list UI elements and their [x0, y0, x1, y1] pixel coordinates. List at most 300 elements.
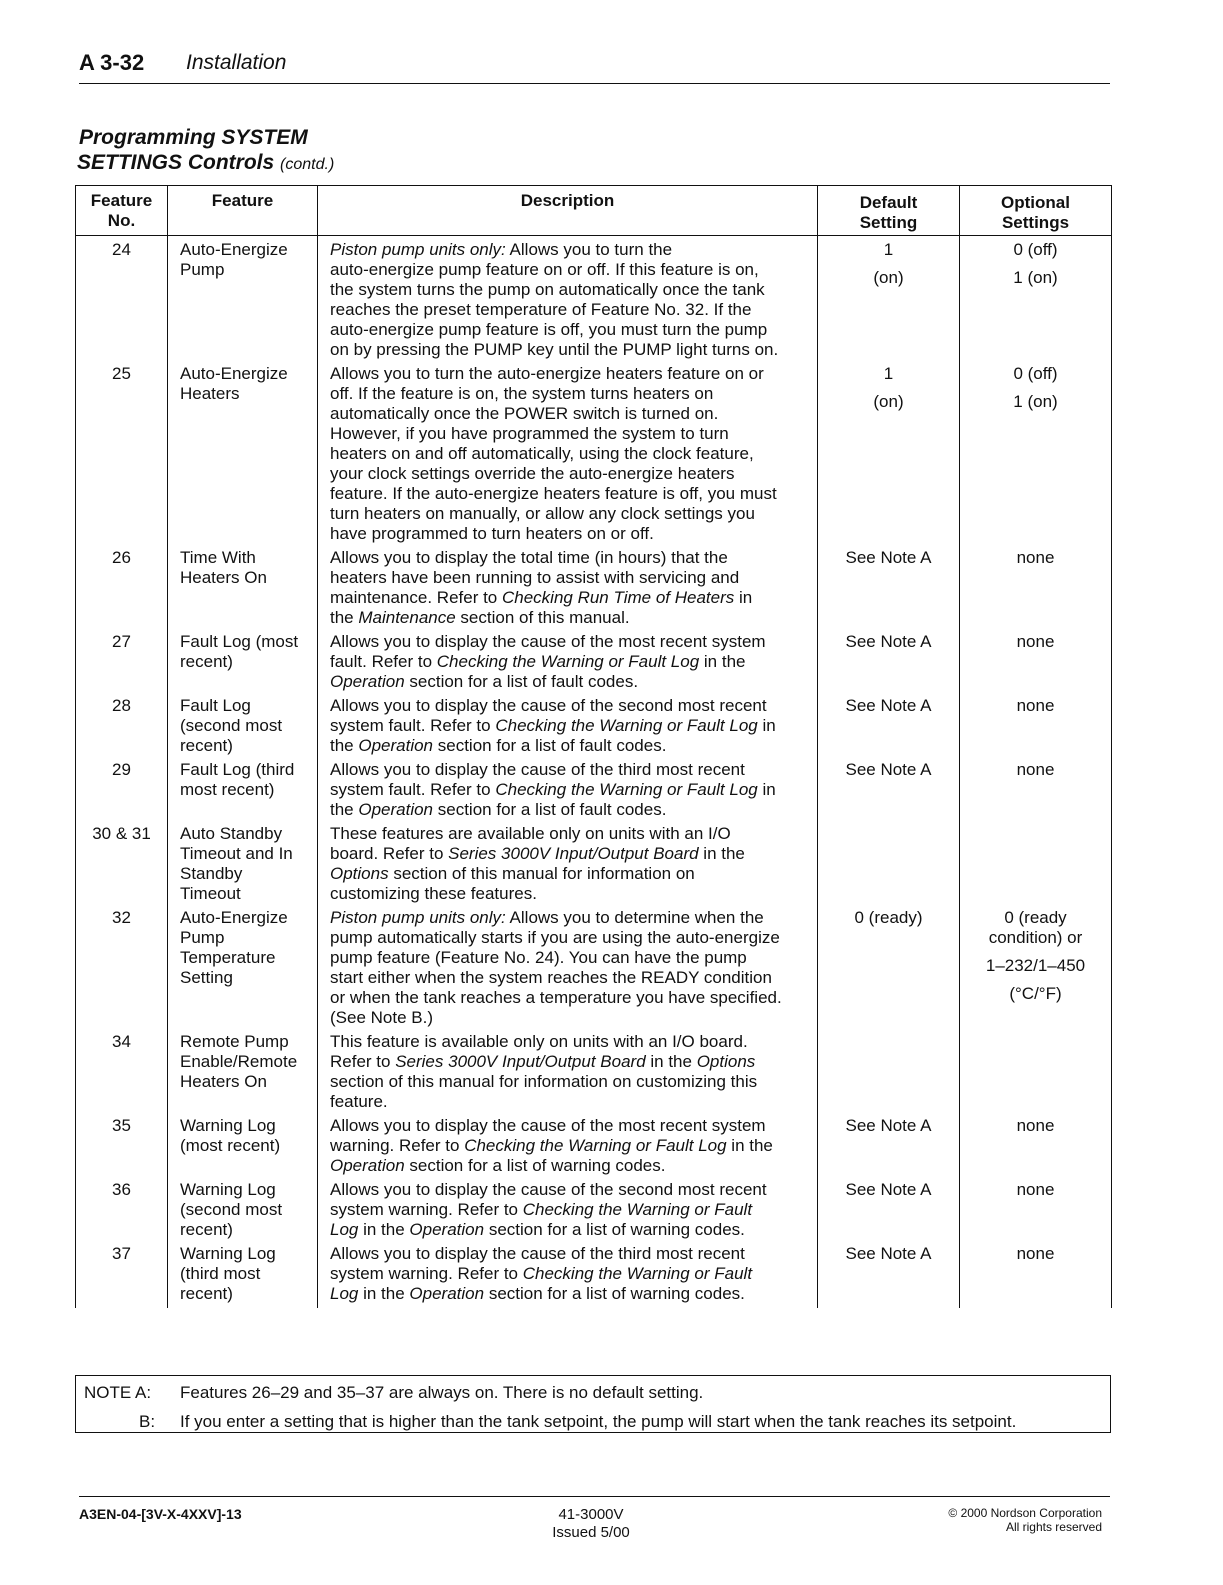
description-text: turn heaters on manually, or allow any clock settings you	[330, 504, 755, 523]
description-line	[330, 1008, 817, 1028]
copyright-text: © 2000 Nordson Corporation	[948, 1506, 1102, 1520]
description-line	[330, 524, 817, 544]
description-text: However, if you have programmed the system to turn	[330, 424, 729, 443]
default-setting-value: See Note A	[845, 696, 932, 715]
description-text: on by pressing the PUMP key until the PUMP light turns on.	[330, 340, 779, 359]
rights-text: All rights reserved	[1005, 1520, 1102, 1534]
description-text: in the	[726, 1136, 773, 1155]
description-text: Allows you to display the total time (in hours) that the	[330, 548, 728, 567]
feature-name-line: (most recent)	[180, 1136, 281, 1155]
default-setting-cell	[818, 692, 960, 756]
header-feature-no-line1: Feature	[90, 191, 153, 210]
description-line	[330, 404, 817, 424]
description-line	[330, 424, 817, 444]
description-text: section for a list of warning codes.	[484, 1220, 745, 1239]
table-row	[76, 1176, 1112, 1240]
table-header-row	[76, 186, 1112, 236]
description-line	[330, 340, 817, 360]
description-text: or when the tank reaches a temperature you have specified.	[330, 988, 782, 1007]
feature-name-line: Time With	[180, 548, 256, 567]
description-text: in the	[358, 1284, 410, 1303]
default-setting-value: See Note A	[845, 760, 932, 779]
default-setting-value: 1	[883, 240, 894, 259]
notes-box	[75, 1375, 1111, 1433]
description-cell	[318, 1028, 818, 1112]
optional-setting-value: none	[1016, 632, 1055, 651]
description-line	[330, 780, 817, 800]
default-setting-value: See Note A	[845, 1180, 932, 1199]
feature-no-cell	[76, 1112, 168, 1176]
optional-settings-cell	[960, 692, 1112, 756]
header-default-setting	[818, 186, 960, 236]
feature-name-cell	[168, 904, 318, 1028]
feature-name-cell	[168, 544, 318, 628]
footer-copyright	[948, 1506, 1102, 1534]
description-text: system warning. Refer to	[330, 1264, 523, 1283]
feature-name-line: Auto-Energize	[180, 364, 288, 383]
description-text: Allows you to display the cause of the most recent system	[330, 1116, 766, 1135]
description-line	[330, 1052, 817, 1072]
optional-settings-cell	[960, 1028, 1112, 1112]
feature-no: 27	[112, 632, 131, 651]
optional-setting-value: none	[1016, 1244, 1055, 1263]
description-line	[330, 968, 817, 988]
optional-setting-value: 1–232/1–450	[985, 956, 1086, 975]
header-feature-no	[76, 186, 168, 236]
feature-name-line: Auto-Energize	[180, 240, 288, 259]
footer-center	[534, 1506, 648, 1542]
description-text: automatically once the POWER switch is turned on.	[330, 404, 719, 423]
description-text: Allows you to turn the	[505, 240, 673, 259]
description-line	[330, 484, 817, 504]
header-default-line1: Default	[859, 193, 918, 212]
feature-name-line: Warning Log	[180, 1244, 276, 1263]
description-text: board. Refer to	[330, 844, 449, 863]
description-line	[330, 884, 817, 904]
note-b-label: B:	[139, 1412, 156, 1431]
italic-reference: Checking the Warning or Fault Log	[495, 716, 758, 735]
description-cell	[318, 1176, 818, 1240]
feature-name-line: recent)	[180, 1284, 233, 1303]
description-cell	[318, 820, 818, 904]
feature-name-line: Setting	[180, 968, 233, 987]
italic-reference: Series 3000V Input/Output Board	[448, 844, 699, 863]
description-line	[330, 300, 817, 320]
default-setting-value: See Note A	[845, 1116, 932, 1135]
feature-no: 29	[112, 760, 131, 779]
italic-reference: Operation	[358, 736, 434, 755]
feature-no-cell	[76, 1240, 168, 1308]
feature-name-cell	[168, 1176, 318, 1240]
description-text: section for a list of fault codes.	[433, 800, 667, 819]
description-line	[330, 1092, 817, 1112]
description-text: Allows you to display the cause of the third most recent	[330, 760, 745, 779]
description-line	[330, 948, 817, 968]
description-cell	[318, 1112, 818, 1176]
feature-name-line: Standby	[180, 864, 243, 883]
table-row	[76, 1112, 1112, 1176]
description-text: auto-energize pump feature on or off. If this feature is on,	[330, 260, 759, 279]
description-text: in the	[358, 1220, 410, 1239]
description-line	[330, 1244, 817, 1264]
description-line	[330, 444, 817, 464]
italic-reference: Checking the Warning or Fault	[522, 1264, 753, 1283]
note-a-label: NOTE A:	[84, 1383, 152, 1402]
description-text: section for a list of warning codes.	[404, 1156, 666, 1175]
feature-no: 32	[112, 908, 131, 927]
document-code: A3EN-04-[3V-X-4XXV]-13	[79, 1506, 242, 1522]
feature-no-cell	[76, 904, 168, 1028]
description-text: off. If the feature is on, the system turns heaters on	[330, 384, 714, 403]
optional-settings-cell	[960, 360, 1112, 544]
italic-reference: Operation	[409, 1284, 485, 1303]
table-row	[76, 756, 1112, 820]
section-title-line2	[77, 151, 334, 175]
description-line	[330, 548, 817, 568]
optional-settings-cell	[960, 820, 1112, 904]
settings-table	[75, 185, 1112, 1308]
default-setting-cell	[818, 756, 960, 820]
optional-setting-value: none	[1016, 548, 1055, 567]
italic-reference: Log	[330, 1220, 359, 1239]
description-text: section of this manual for information on	[388, 864, 695, 883]
description-text: the	[330, 736, 359, 755]
default-setting-cell	[818, 904, 960, 1028]
description-line	[330, 568, 817, 588]
footer-rule	[79, 1496, 1110, 1497]
feature-name-line: Auto-Energize	[180, 908, 288, 927]
table-row	[76, 692, 1112, 756]
issue-date: Issued 5/00	[552, 1524, 630, 1541]
italic-reference: Piston pump units only:	[330, 908, 506, 927]
header-feature	[168, 186, 318, 236]
feature-name-line: Fault Log (third	[180, 760, 295, 779]
feature-no: 34	[112, 1032, 131, 1051]
description-line	[330, 1136, 817, 1156]
description-cell	[318, 544, 818, 628]
description-text: customizing these features.	[330, 884, 537, 903]
description-text: in the	[699, 652, 746, 671]
feature-no: 37	[112, 1244, 131, 1263]
italic-reference: Checking the Warning or Fault	[522, 1200, 753, 1219]
feature-no: 25	[112, 364, 131, 383]
feature-name-line: Auto Standby	[180, 824, 283, 843]
optional-settings-cell	[960, 904, 1112, 1028]
feature-no-cell	[76, 628, 168, 692]
description-text: pump feature (Feature No. 24). You can have the pump	[330, 948, 747, 967]
table-row	[76, 236, 1112, 361]
description-text: start either when the system reaches the READY condition	[330, 968, 772, 987]
header-feature-label: Feature	[211, 191, 274, 210]
optional-setting-value: none	[1016, 1116, 1055, 1135]
description-line	[330, 844, 817, 864]
header-optional-line2: Settings	[1001, 213, 1070, 232]
description-text: Allows you to display the cause of the second most recent	[330, 696, 767, 715]
optional-setting-value: 0 (off)	[1013, 364, 1058, 383]
italic-reference: Options	[696, 1052, 756, 1071]
feature-name-line: Heaters On	[180, 1072, 267, 1091]
optional-setting-value: 1 (on)	[1013, 392, 1058, 411]
description-cell	[318, 1240, 818, 1308]
description-cell	[318, 756, 818, 820]
description-line	[330, 652, 817, 672]
description-text: system fault. Refer to	[330, 780, 496, 799]
description-line	[330, 1072, 817, 1092]
table-row	[76, 820, 1112, 904]
default-setting-cell	[818, 820, 960, 904]
feature-name-line: recent)	[180, 652, 233, 671]
italic-reference: Log	[330, 1284, 359, 1303]
description-cell	[318, 360, 818, 544]
optional-settings-cell	[960, 1112, 1112, 1176]
feature-name-line: Timeout	[180, 884, 241, 903]
description-line	[330, 908, 817, 928]
feature-name-line: most recent)	[180, 780, 275, 799]
description-text: system fault. Refer to	[330, 716, 496, 735]
description-text: Allows you to turn the auto-energize heaters feature on or	[330, 364, 764, 383]
description-line	[330, 988, 817, 1008]
optional-settings-cell	[960, 628, 1112, 692]
description-line	[330, 1284, 817, 1304]
optional-setting-value: 0 (off)	[1013, 240, 1058, 259]
description-text: auto-energize pump feature is off, you must turn the pump	[330, 320, 768, 339]
description-text: heaters on and off automatically, using the clock feature,	[330, 444, 754, 463]
table-row	[76, 360, 1112, 544]
description-text: in the	[645, 1052, 697, 1071]
description-text: section of this manual for information on customizing this	[330, 1072, 758, 1091]
optional-settings-cell	[960, 1240, 1112, 1308]
feature-name-cell	[168, 1240, 318, 1308]
note-a-text: Features 26–29 and 35–37 are always on. There is no default setting.	[180, 1383, 704, 1402]
header-description	[318, 186, 818, 236]
table-row	[76, 1028, 1112, 1112]
feature-name-line: Warning Log	[180, 1180, 276, 1199]
description-text: (See Note B.)	[330, 1008, 433, 1027]
feature-no: 35	[112, 1116, 131, 1135]
feature-name-line: Warning Log	[180, 1116, 276, 1135]
italic-reference: Checking the Warning or Fault Log	[436, 652, 700, 671]
table-row	[76, 1240, 1112, 1308]
italic-reference: Options	[330, 864, 389, 883]
feature-no-cell	[76, 360, 168, 544]
description-text: system warning. Refer to	[330, 1200, 523, 1219]
part-number: 41-3000V	[558, 1506, 624, 1523]
description-line	[330, 632, 817, 652]
description-cell	[318, 628, 818, 692]
description-text: feature. If the auto-energize heaters feature is off, you must	[330, 484, 777, 503]
feature-name-line: Temperature	[180, 948, 276, 967]
description-text: the	[330, 608, 359, 627]
description-line	[330, 260, 817, 280]
feature-name-cell	[168, 692, 318, 756]
feature-name-line: Fault Log (most	[180, 632, 299, 651]
header-default-line2: Setting	[859, 213, 918, 232]
feature-name-line: Enable/Remote	[180, 1052, 298, 1071]
feature-name-cell	[168, 756, 318, 820]
feature-no-cell	[76, 1176, 168, 1240]
feature-no: 28	[112, 696, 131, 715]
feature-name-cell	[168, 236, 318, 361]
description-text: Refer to	[330, 1052, 396, 1071]
description-line	[330, 384, 817, 404]
optional-setting-value: (°C/°F)	[1009, 984, 1062, 1003]
description-text: heaters have been running to assist with servicing and	[330, 568, 740, 587]
description-text: maintenance. Refer to	[330, 588, 502, 607]
default-setting-cell	[818, 544, 960, 628]
optional-settings-cell	[960, 756, 1112, 820]
description-cell	[318, 236, 818, 361]
optional-setting-value: condition) or	[988, 928, 1083, 947]
description-cell	[318, 904, 818, 1028]
description-line	[330, 736, 817, 756]
description-text: have programmed to turn heaters on or off.	[330, 524, 654, 543]
chapter-title: Installation	[186, 51, 287, 74]
header-optional-line1: Optional	[1001, 193, 1070, 212]
optional-settings-cell	[960, 544, 1112, 628]
italic-reference: Operation	[330, 1156, 405, 1175]
feature-name-cell	[168, 628, 318, 692]
description-line	[330, 504, 817, 524]
italic-reference: Checking Run Time of Heaters	[501, 588, 735, 607]
italic-reference: Operation	[358, 800, 434, 819]
description-line	[330, 864, 817, 884]
optional-settings-cell	[960, 236, 1112, 361]
default-setting-cell	[818, 1176, 960, 1240]
description-line	[330, 1200, 817, 1220]
description-line	[330, 928, 817, 948]
description-line	[330, 800, 817, 820]
optional-setting-value: none	[1016, 1180, 1055, 1199]
note-b-text: If you enter a setting that is higher than the tank setpoint, the pump will start when the tank reaches its setpoint.	[180, 1412, 1017, 1431]
description-text: These features are available only on units with an I/O	[330, 824, 731, 843]
default-setting-value: See Note A	[845, 548, 932, 567]
feature-name-cell	[168, 360, 318, 544]
description-line	[330, 464, 817, 484]
italic-reference: Series 3000V Input/Output Board	[395, 1052, 646, 1071]
optional-settings-cell	[960, 1176, 1112, 1240]
default-setting-cell	[818, 1240, 960, 1308]
italic-reference: Piston pump units only:	[330, 240, 506, 259]
italic-reference: Checking the Warning or Fault Log	[495, 780, 758, 799]
description-line	[330, 716, 817, 736]
description-text: warning. Refer to	[330, 1136, 465, 1155]
description-text: in	[757, 716, 776, 735]
description-text: section for a list of fault codes.	[404, 672, 639, 691]
italic-reference: Operation	[330, 672, 405, 691]
feature-no: 26	[112, 548, 131, 567]
description-text: the system turns the pump on automatically once the tank	[330, 280, 765, 299]
feature-name-line: recent)	[180, 1220, 233, 1239]
header-description-label: Description	[520, 191, 615, 210]
default-setting-value: 0 (ready)	[854, 908, 923, 927]
default-setting-value: (on)	[873, 268, 904, 287]
description-line	[330, 1264, 817, 1284]
default-setting-value: 1	[883, 364, 894, 383]
description-line	[330, 824, 817, 844]
feature-no: 30 & 31	[92, 824, 151, 843]
table-row	[76, 544, 1112, 628]
description-line	[330, 1116, 817, 1136]
feature-name-line: Pump	[180, 928, 225, 947]
feature-name-line: (second most	[180, 1200, 283, 1219]
feature-name-line: Timeout and In	[180, 844, 293, 863]
description-text: in	[734, 588, 753, 607]
description-line	[330, 1220, 817, 1240]
section-title-text: SETTINGS Controls	[77, 151, 275, 174]
description-line	[330, 760, 817, 780]
description-cell	[318, 692, 818, 756]
description-line	[330, 696, 817, 716]
default-setting-cell	[818, 1112, 960, 1176]
table-row	[76, 904, 1112, 1028]
description-line	[330, 672, 817, 692]
description-line	[330, 1032, 817, 1052]
header-rule	[79, 83, 1110, 84]
optional-setting-value: none	[1016, 760, 1055, 779]
description-text: Allows you to display the cause of the most recent system	[330, 632, 766, 651]
description-text: in the	[698, 844, 745, 863]
feature-no-cell	[76, 236, 168, 361]
feature-no-cell	[76, 544, 168, 628]
feature-name-line: (second most	[180, 716, 283, 735]
default-setting-cell	[818, 360, 960, 544]
contd-label: (contd.)	[280, 156, 335, 173]
feature-name-cell	[168, 820, 318, 904]
description-line	[330, 588, 817, 608]
description-line	[330, 608, 817, 628]
feature-name-line: Pump	[180, 260, 225, 279]
description-text: Allows you to display the cause of the second most recent	[330, 1180, 767, 1199]
description-text: Allows you to determine when the	[505, 908, 764, 927]
feature-no: 36	[112, 1180, 131, 1199]
default-setting-cell	[818, 1028, 960, 1112]
description-text: section of this manual.	[455, 608, 630, 627]
default-setting-cell	[818, 628, 960, 692]
description-line	[330, 1156, 817, 1176]
header-feature-no-line2: No.	[107, 211, 136, 230]
feature-no-cell	[76, 820, 168, 904]
feature-no-cell	[76, 1028, 168, 1112]
description-text: feature.	[330, 1092, 388, 1111]
table-row	[76, 628, 1112, 692]
optional-setting-value: none	[1016, 696, 1055, 715]
description-text: section for a list of fault codes.	[433, 736, 667, 755]
header-optional-settings	[960, 186, 1112, 236]
feature-no-cell	[76, 756, 168, 820]
description-line	[330, 1180, 817, 1200]
default-setting-value: See Note A	[845, 632, 932, 651]
feature-name-line: Fault Log	[180, 696, 251, 715]
italic-reference: Checking the Warning or Fault Log	[464, 1136, 727, 1155]
italic-reference: Maintenance	[358, 608, 456, 627]
default-setting-cell	[818, 236, 960, 361]
feature-name-line: (third most	[180, 1264, 261, 1283]
description-text: in	[757, 780, 776, 799]
description-line	[330, 240, 817, 260]
feature-name-line: Heaters On	[180, 568, 267, 587]
optional-setting-value: 1 (on)	[1013, 268, 1058, 287]
description-line	[330, 364, 817, 384]
feature-name-cell	[168, 1112, 318, 1176]
description-line	[330, 280, 817, 300]
description-text: the	[330, 800, 359, 819]
description-text: reaches the preset temperature of Feature No. 32. If the	[330, 300, 752, 319]
description-text: your clock settings override the auto-energize heaters	[330, 464, 735, 483]
description-text: pump automatically starts if you are using the auto-energize	[330, 928, 780, 947]
description-text: Allows you to display the cause of the third most recent	[330, 1244, 745, 1263]
section-title-line1: Programming SYSTEM	[79, 126, 308, 149]
italic-reference: Operation	[409, 1220, 485, 1239]
